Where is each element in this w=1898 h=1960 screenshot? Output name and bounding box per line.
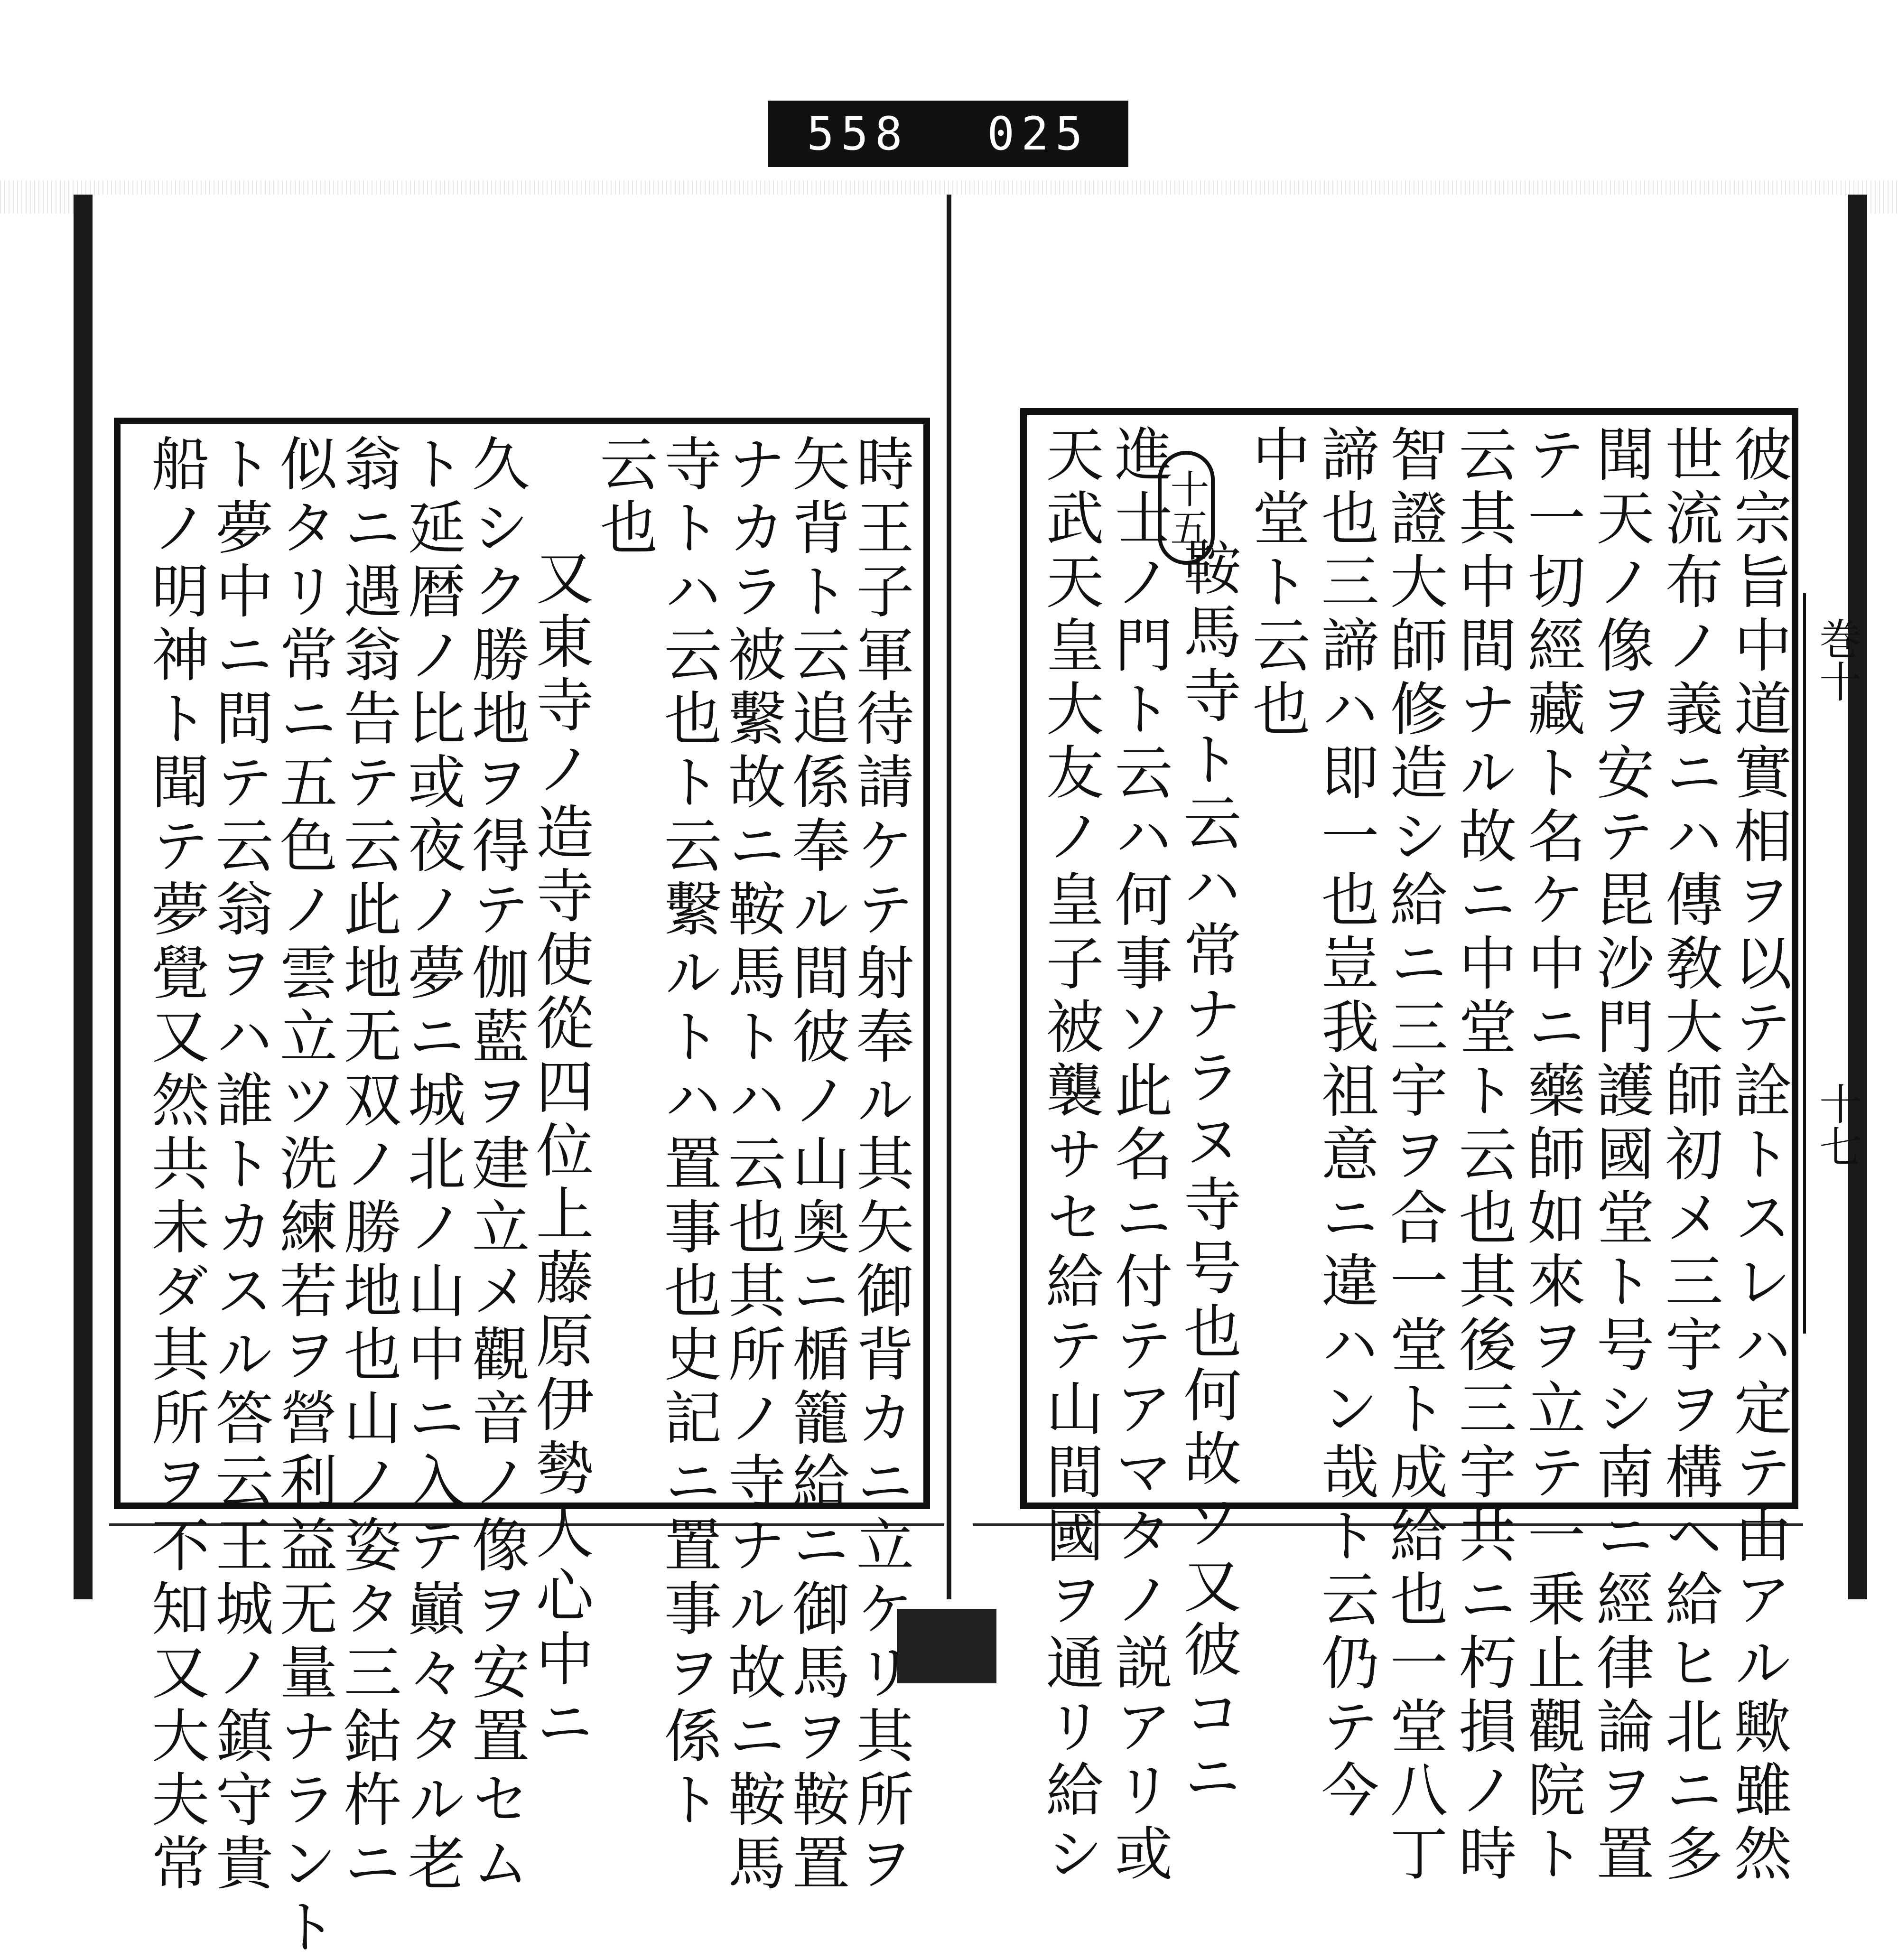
- accession-label-part2: 025: [987, 107, 1089, 160]
- text-column: 鞍馬寺ト云ハ常ナラヌ寺号也何故ソ又彼コニ: [1174, 538, 1241, 1810]
- text-column: 彼宗旨中道實相ヲ以テ詮トスレハ定テ由アル歟雖然: [1724, 424, 1792, 1887]
- text-column: 中堂ト云也: [1243, 424, 1310, 742]
- left-page-frame: [114, 418, 930, 1960]
- text-column: 天武天皇大友ノ皇子被襲サセ給テ山間國ヲ通リ給シ: [1036, 424, 1104, 1887]
- text-column: 進士ノ門ト云ハ何事ソ此名ニ付テアマタノ説アリ或: [1105, 424, 1172, 1887]
- text-column: 云其中間ナル故ニ中堂ト云也其後三宇共ニ朽損ノ時: [1449, 424, 1517, 1887]
- volume-mark: 巻十: [1812, 617, 1861, 702]
- text-column: 智證大師修造シ給ニ三宇ヲ合一堂ト成給也一堂八丁: [1380, 424, 1448, 1887]
- text-column: 時王子軍待請ケテ射奉ル其矢御背カニ立ケリ其所ヲ: [847, 434, 914, 1896]
- text-column: ト夢中ニ問テ云翁ヲハ誰トカスル答云王城ノ鎮守貴: [206, 434, 273, 1896]
- right-page-frame: [1020, 408, 1798, 1887]
- text-column: 翁ニ遇翁告テ云此地无双ノ勝地也山ノ姿タ三鈷杵ニ: [334, 434, 401, 1896]
- text-column: ナカラ被繫故ニ鞍馬トハ云也其所ノ寺ナル故ニ鞍馬: [718, 434, 786, 1896]
- accession-label-part1: 558: [807, 107, 909, 160]
- text-column: ト延暦ノ比或夜ノ夢ニ城北ノ山中ニ入テ巓々タル老: [398, 434, 465, 1896]
- book-spine: [947, 195, 951, 1599]
- text-column: 似タリ常ニ五色ノ雲立ツ洗練若ヲ營利益无量ナラント: [270, 434, 337, 1960]
- right-gutter-tab: [1803, 593, 1841, 1334]
- folio-number: 十七: [1812, 1082, 1861, 1167]
- text-column: 矢背ト云追係奉ル間彼ノ山奥ニ楯籠給ニ御馬ヲ鞍置: [782, 434, 850, 1896]
- text-column: 船ノ明神ト聞テ夢覺又然共未ダ其所ヲ不知又大夫常: [142, 434, 209, 1896]
- text-column: 諦也三諦ハ即一也豈我祖意ニ違ハン哉ト云仍テ今: [1312, 424, 1379, 1823]
- text-column: 寺トハ云也ト云繫ルトハ置事也史記ニ置事ヲ係ト: [654, 434, 722, 1833]
- text-column: 云也: [590, 434, 658, 561]
- section-number-badge: 十五: [1158, 451, 1215, 565]
- accession-label: [768, 101, 1128, 167]
- text-column: 聞天ノ像ヲ安テ毘沙門護國堂ト号シ南ニ經律論ヲ置: [1587, 424, 1654, 1887]
- text-column: 久シク勝地ヲ得テ伽藍ヲ建立メ觀音ノ像ヲ安置セム: [462, 434, 530, 1896]
- text-column: 世流布ノ義ニハ傳敎大師初メ三宇ヲ構ヘ給ヒ北ニ多: [1656, 424, 1723, 1887]
- text-column: テ一切經藏ト名ケ中ニ藥師如來ヲ立テ一乗止觀院ト: [1518, 424, 1585, 1887]
- text-column: 又東寺ノ造寺使從四位上藤原伊勢人心中ニ: [526, 548, 594, 1756]
